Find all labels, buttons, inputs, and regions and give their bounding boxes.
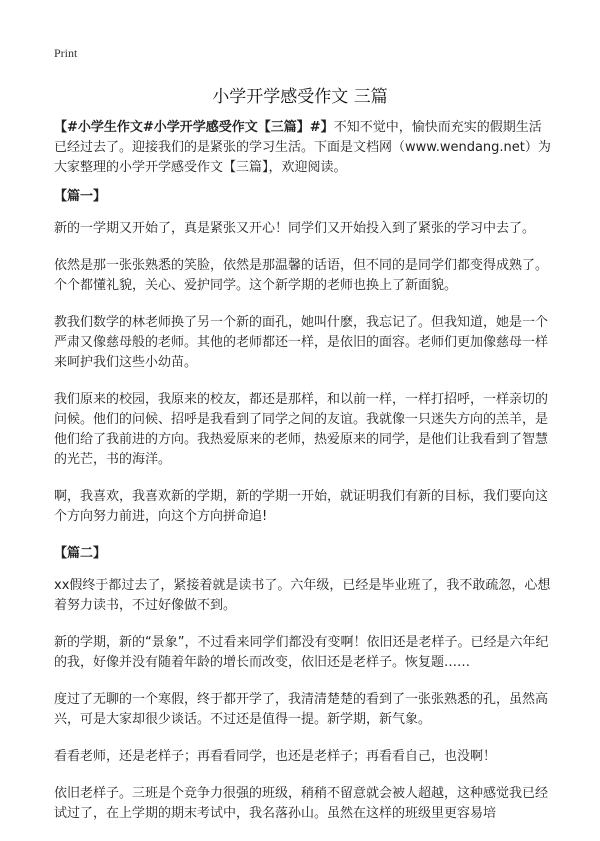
intro-tag: 【#小学生作文#小学开学感受作文【三篇】#】 — [54, 120, 334, 135]
paragraph: 教我们数学的林老师换了另一个新的面孔，她叫什麽，我忘记了。但我知道，她是一个严肃又像慈母般的老师。其他的老师都还一样，是依旧的面容。老师们更加像慈母一样来呵护我们这些小幼苗。 — [54, 315, 549, 370]
paragraph: 依旧老样子。三班是个竞争力很强的班级，稍稍不留意就会被人超越，这种感觉我已经试过了，在上学期的期末考试中，我名落孙山。虽然在这样的班级里更容易培 — [54, 786, 549, 821]
print-link[interactable]: Print — [54, 46, 78, 60]
paragraph: xx假终于都过去了，紧接着就是读书了。六年级，已经是毕业班了，我不敢疏忽，心想着努力读书，不过好像做不到。 — [54, 578, 551, 613]
paragraph: 啊，我喜欢，我喜欢新的学期，新的学期一开始，就证明我们有新的目标，我们要向这个方向努力前进，向这个方向拼命追! — [54, 489, 549, 524]
intro-text: 不知不觉中，愉快而充实的假期生活已经过去了。迎接我们的是紧张的学习生活。下面是文档网（www.wendang.net）为大家整理的小学开学感受作文【三篇】，欢迎阅读。 — [54, 120, 551, 175]
article-body — [54, 118, 551, 841]
paragraph: 我们原来的校园，我原来的校友，都还是那样，和以前一样，一样打招呼，一样亲切的问候。他们的问候、招呼是我看到了同学之间的友谊。我就像一只迷失方向的羔羊，是他们给了我前进的方向。我热爱原来的老师，热爱原来的同学，是他们让我看到了智慧的光芒，书的海洋。 — [54, 392, 549, 467]
intro-paragraph — [54, 118, 551, 178]
paragraph: 依然是那一张张熟悉的笑脸，依然是那温馨的话语，但不同的是同学们都变得成熟了。个个都懂礼貌，关心、爱护同学。这个新学期的老师也换上了新面貌。 — [54, 258, 549, 293]
section-heading-2: 【篇二】 — [54, 546, 107, 561]
document-title: 小学开学感受作文 三篇 — [212, 87, 388, 107]
paragraph: 看看老师，还是老样子；再看看同学，也还是老样子；再看看自己，也没啊！ — [54, 749, 497, 764]
section-heading-1: 【篇一】 — [54, 189, 107, 204]
paragraph: 新的一学期又开始了，真是紧张又开心！同学们又开始投入到了紧张的学习中去了。 — [54, 221, 536, 236]
paragraph: 新的学期，新的“景象”，不过看来同学们都没有变啊！依旧还是老样子。已经是六年纪的我，好像并没有随着年龄的增长而改变，依旧还是老样子。恢复题…… — [54, 635, 549, 670]
paragraph: 度过了无聊的一个寒假，终于都开学了，我清清楚楚的看到了一张张熟悉的孔，虽然高兴，可是大家却很少谈话。不过还是值得一提。新学期，新气象。 — [54, 692, 549, 727]
